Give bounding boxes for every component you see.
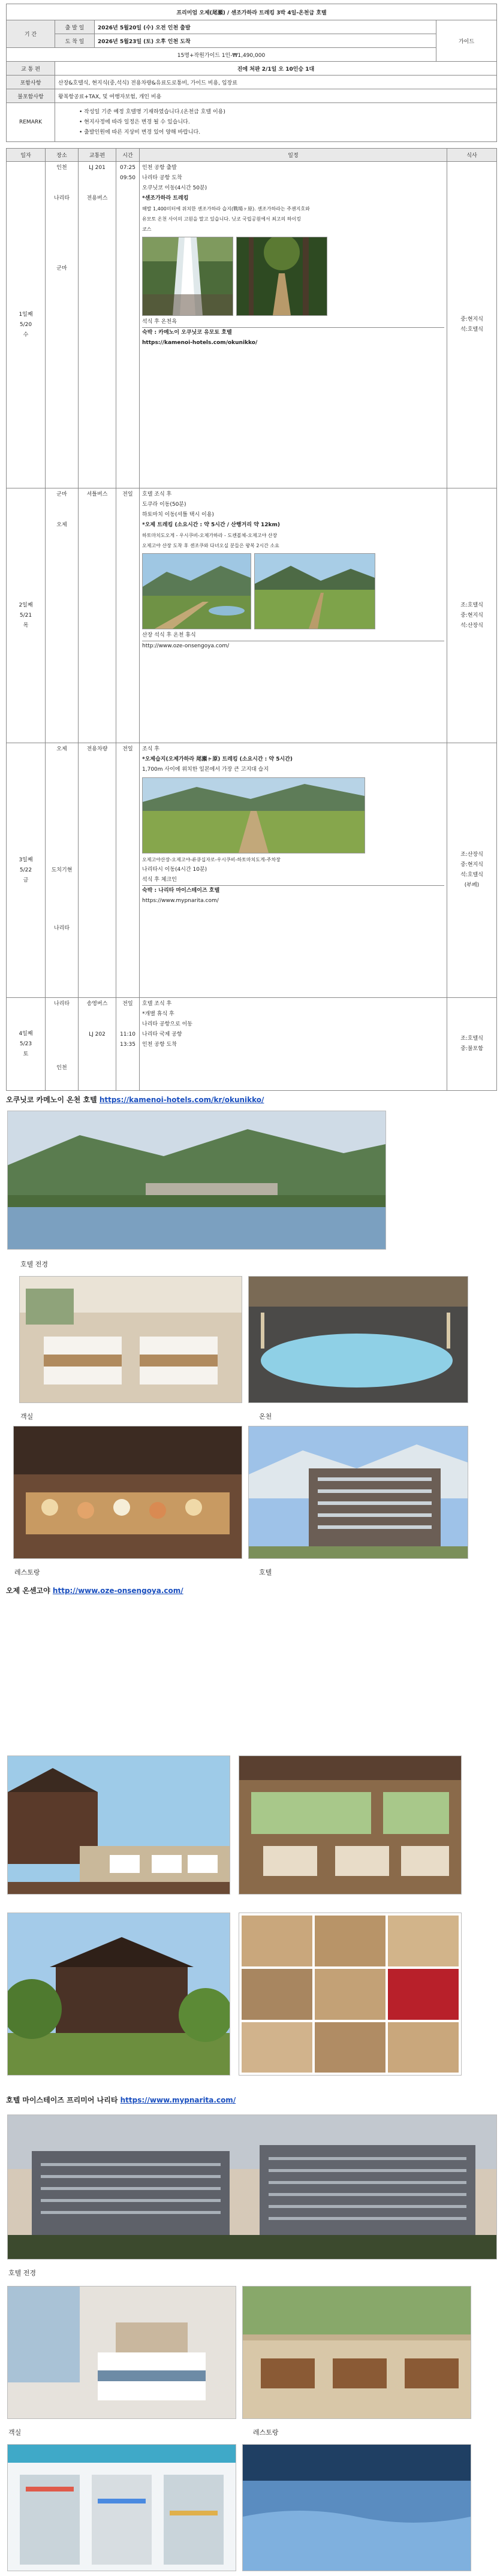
hotel3-link[interactable]: https://www.mypnarita.com/: [120, 2096, 236, 2104]
hotel2-terrace-photo: [7, 1755, 230, 1895]
hotel1-caption-restaurant: 레스토랑: [14, 1568, 40, 1576]
itinerary-line: 오제고야 산장 도착 후 센조쿠와 다녀오실 분들은 왕복 2시간 소요: [142, 543, 279, 548]
excluded-label: 불포함사항: [7, 89, 55, 103]
meal: 석:산장식: [460, 622, 483, 629]
meal: 중:현지식: [460, 612, 483, 619]
day-row-2: [7, 488, 497, 743]
itinerary-line: *오제 트레킹 (소요시간 : 약 5시간 / 산행거리 약 12km): [142, 522, 280, 528]
page: [0, 4, 503, 2576]
transport: 전용버스: [86, 195, 108, 201]
meal: 중:현지식: [460, 316, 483, 322]
hotel3-caption-exterior: 호텔 전경: [8, 2269, 37, 2277]
itinerary-line: *센조가하라 트레킹: [142, 195, 189, 201]
day4-transport: [79, 998, 116, 1091]
day2-date-line: 5/21: [19, 612, 32, 619]
hotel2-gallery: [0, 1755, 503, 2091]
itinerary-line: 도쿠라 이동(50분): [142, 502, 186, 508]
day4-date-line: 4일째: [19, 1030, 33, 1037]
hotel1-link[interactable]: https://kamenoi-hotels.com/kr/okunikko/: [99, 1096, 264, 1104]
day2-meals: [447, 488, 497, 743]
day2-date: [7, 488, 46, 743]
day2-times: [116, 488, 140, 743]
period-label: 기 간: [7, 20, 55, 48]
remark-text: 출발인원에 따른 지상비 변경 있어 양해 바랍니다.: [84, 129, 201, 135]
day1-places: [46, 162, 79, 488]
price-value: 15명+작원가이드 1인-₩1,490,000: [7, 48, 436, 62]
meal: 중:현지식: [460, 862, 483, 868]
place: 인천: [56, 165, 67, 171]
itinerary-line: 조식 후: [142, 746, 159, 752]
col-place: 장소: [46, 149, 79, 162]
remark-item: • 작성일 기준 예정 호텔명 기재하였습니다.(온천급 호텔 이용): [79, 108, 225, 115]
itinerary-line: 오쿠닛코 이동(4시간 50분): [142, 185, 207, 191]
day1-times: [116, 162, 140, 488]
itinerary-line: 인천 공항 출발: [142, 165, 177, 171]
hotel3-gallery: [0, 2109, 503, 2576]
arrive-label: 도 착 일: [55, 34, 95, 48]
hotel2-exterior-photo: [7, 1913, 230, 2076]
meal: 석:호텔식: [460, 872, 483, 878]
hotel3-shop-photo: [7, 2444, 236, 2571]
hotel1-gallery: [0, 1108, 503, 1755]
meal: 조:호텔식: [460, 602, 483, 608]
transport-label: 교 통 편: [7, 62, 55, 76]
hotel3-room-photo: [7, 2286, 236, 2419]
remark-item: • 현지사정에 따라 일정은 변경 될 수 있습니다.: [79, 119, 190, 125]
itinerary-line: 인천 공항 도착: [142, 1042, 177, 1048]
time: 11:10: [120, 1031, 135, 1037]
time: 전일: [122, 746, 133, 752]
col-itinerary: 일정: [140, 149, 447, 162]
itinerary-header-row: [7, 149, 497, 162]
meal: 중:불포함: [460, 1046, 483, 1052]
meal: 조:산장식: [460, 852, 483, 858]
marsh-boardwalk-photo: [142, 777, 365, 853]
itinerary-line: 나리타 공항 도착: [142, 175, 182, 181]
day1-date-line: 1일째: [19, 311, 33, 318]
transport: 전용차량: [86, 746, 108, 752]
day-row-4: [7, 998, 497, 1091]
col-meal: 식사: [447, 149, 497, 162]
hotel1-restaurant-photo: [13, 1426, 242, 1559]
place: 군마: [56, 266, 67, 272]
day-row-1: [7, 162, 497, 488]
remark-text: 현지사정에 따라 일정은 변경 될 수 있습니다.: [84, 119, 190, 125]
place: 나리타: [53, 925, 70, 931]
day3-itinerary: [140, 743, 447, 998]
itinerary-line: 1,700m 사이에 위치한 일본에서 가장 큰 고지대 습지: [142, 767, 269, 773]
depart-value: 2026년 5월20일 (수) 오전 인천 출발: [95, 20, 436, 34]
hotel3-heading: [6, 2095, 497, 2105]
hotel3-caption-restaurant: 레스토랑: [253, 2429, 279, 2436]
day3-places: [46, 743, 79, 998]
day2-places: [46, 488, 79, 743]
meal: (부페): [464, 882, 480, 888]
day4-itinerary: [140, 998, 447, 1091]
waterfall-photo: [142, 237, 233, 316]
forest-boardwalk-photo: [236, 237, 327, 316]
remark-item: • 출발인원에 따른 지상비 변경 있어 양해 바랍니다.: [79, 129, 201, 135]
hotel2-lounge-photo: [239, 1755, 462, 1895]
remark-text: 작성일 기준 예정 호텔명 기재하였습니다.(온천급 호텔 이용): [84, 108, 225, 115]
day3-photos: [142, 775, 444, 855]
depart-label: 출 발 일: [55, 20, 95, 34]
trip-title: 프리미엄 오제(尾瀬) / 센조가하라 트레킹 3박 4일-온천급 호텔: [7, 4, 497, 20]
day2-photos: [142, 551, 444, 631]
hotel1-caption-building: 호텔: [259, 1568, 272, 1576]
transport: LJ 202: [89, 1031, 106, 1037]
hotel3-title: 호텔 마이스테이즈 프리미어 나리타: [6, 2096, 118, 2104]
day4-meals: [447, 998, 497, 1091]
day1-itinerary: [140, 162, 447, 488]
hotel1-onsen-photo: [248, 1276, 468, 1403]
remark-list: [55, 103, 497, 142]
col-time: 시간: [116, 149, 140, 162]
included-value: 산장&호텔식, 현지식(중,석식) 전용차량&유료도로통비, 가이드 비용, 입장료: [55, 76, 497, 89]
lodging-url[interactable]: https://kamenoi-hotels.com/okunikko/: [142, 340, 258, 346]
guide-label: 가이드: [436, 20, 497, 62]
day1-date-line: 5/20: [19, 321, 32, 328]
itinerary-line: 석식 후 체크인: [142, 877, 177, 883]
lodging-url[interactable]: http://www.oze-onsengoya.com/: [142, 641, 444, 651]
included-label: 포함사항: [7, 76, 55, 89]
day3-transport: [79, 743, 116, 998]
itinerary-line: 호텔 조식 후: [142, 1001, 172, 1007]
hotel2-title: 오제 온센고야: [6, 1586, 50, 1595]
day1-date-line: 수: [23, 331, 29, 338]
day1-photos: [142, 234, 444, 317]
day3-times: [116, 743, 140, 998]
hotel1-room-photo: [19, 1276, 242, 1403]
hotel3-restaurant-photo: [242, 2286, 471, 2419]
col-transport: 교통편: [79, 149, 116, 162]
itinerary-line: 석식 후 온천욕: [142, 319, 177, 325]
hotel2-link[interactable]: http://www.oze-onsengoya.com/: [52, 1586, 183, 1595]
transport: 송영버스: [86, 1001, 108, 1007]
itinerary-line: 하토마치 이동(셔틀 택시 이용): [142, 512, 214, 518]
place: 나리타: [53, 195, 70, 201]
time: 전일: [122, 1001, 133, 1007]
day2-itinerary: [140, 488, 447, 743]
transport: 셔틀버스: [86, 491, 108, 497]
hotel3-bath-photo: [242, 2444, 471, 2571]
transport: LJ 201: [89, 165, 106, 171]
day4-times: [116, 998, 140, 1091]
day3-date-line: 금: [23, 877, 29, 883]
place: 도치기현: [51, 867, 73, 873]
hotel3-caption-room: 객실: [8, 2429, 22, 2436]
hotel1-caption-room: 객실: [20, 1413, 34, 1420]
itinerary-line: 오제고야산장-오제고야-류큐십자로-우시쿠비-하토마치도게-주차장: [142, 857, 281, 862]
hotel1-heading: [6, 1094, 497, 1105]
hotel1-caption-exterior: 호텔 전경: [20, 1260, 49, 1268]
day1-meals: [447, 162, 497, 488]
day3-meals: [447, 743, 497, 998]
day4-date-line: 5/23: [19, 1040, 32, 1047]
col-date: 일자: [7, 149, 46, 162]
hotel1-building-photo: [248, 1426, 468, 1559]
day4-places: [46, 998, 79, 1091]
day4-date-line: 토: [23, 1051, 29, 1057]
itinerary-line: 나리타 국제 공항: [142, 1031, 182, 1037]
day1-date: [7, 162, 46, 488]
day3-date: [7, 743, 46, 998]
itinerary-line: 호텔 조식 후: [142, 491, 172, 497]
itinerary-line: 산장 석식 후 온천 휴식: [142, 632, 196, 638]
itinerary-table: [6, 148, 497, 1091]
itinerary-line: *개별 휴식 후: [142, 1011, 174, 1017]
hotel2-rooms-collage-photo: [239, 1913, 462, 2076]
time: 전일: [122, 491, 133, 497]
time: 09:50: [120, 175, 135, 181]
lodging-line: 숙박 : 나리타 마이스테이즈 호텔: [142, 885, 444, 896]
trip-summary-table: [6, 4, 497, 142]
oze-meadow-photo: [254, 553, 375, 629]
day2-transport: [79, 488, 116, 743]
itinerary-line: 나리타시 이동(4시간 10분): [142, 867, 207, 873]
day3-date-line: 5/22: [19, 867, 32, 873]
day1-transport: [79, 162, 116, 488]
hotel1-exterior-photo: [7, 1111, 386, 1250]
oze-marsh-photo: [142, 553, 251, 629]
day2-date-line: 2일째: [19, 602, 33, 608]
excluded-value: 왕복항공료+TAX, 및 여행자보험, 개인 비용: [55, 89, 497, 103]
itinerary-line: *오제습지(오제가하라 尾瀬ヶ原) 트레킹 (소요시간 : 약 5시간): [142, 756, 293, 762]
hotel2-heading: [6, 1585, 183, 1595]
place: 인천: [56, 1065, 67, 1071]
place: 나리타: [53, 1001, 70, 1007]
place: 오제: [56, 522, 67, 528]
lodging-url[interactable]: https://www.mypnarita.com/: [142, 898, 219, 904]
hotel3-exterior-photo: [7, 2115, 497, 2260]
place: 군마: [56, 491, 67, 497]
arrive-value: 2026년 5월23일 (토) 오후 인천 도착: [95, 34, 436, 48]
meal: 조:호텔식: [460, 1036, 483, 1042]
transport-value: 진에 처판 2/1일 오 10인승 1대: [55, 62, 497, 76]
day4-date: [7, 998, 46, 1091]
time: 07:25: [120, 165, 135, 171]
day-row-3: [7, 743, 497, 998]
day2-date-line: 목: [23, 622, 29, 629]
itinerary-line: 나리타 공항으로 이동: [142, 1021, 192, 1027]
place: 오제: [56, 746, 67, 752]
itinerary-line: 해발 1,400미터에 위치한 센조가하라 습지(戰場ヶ原). 센조가하라는 주젠지호와: [142, 206, 310, 212]
meal: 석:호텔식: [460, 327, 483, 333]
hotel1-caption-onsen: 온천: [259, 1413, 272, 1420]
hotel1-title: 오쿠닛코 카메노이 온천 호텔: [6, 1096, 97, 1104]
remark-label: REMARK: [7, 103, 55, 142]
time: 13:35: [120, 1042, 135, 1048]
itinerary-line: 코스: [142, 227, 152, 232]
itinerary-line: 유모토 온천 사이의 고원을 말고 있습니다. 닛코 국립공원에서 최고의 하이킹: [142, 216, 301, 222]
day3-date-line: 3일째: [19, 856, 33, 863]
lodging-line: 숙박 : 카메노이 오쿠닛코 유모토 호텔: [142, 327, 444, 338]
itinerary-line: 하토마치도오게 - 우시쿠비-오제가하라 - 도켄볼체-오제고야 산장: [142, 533, 278, 538]
